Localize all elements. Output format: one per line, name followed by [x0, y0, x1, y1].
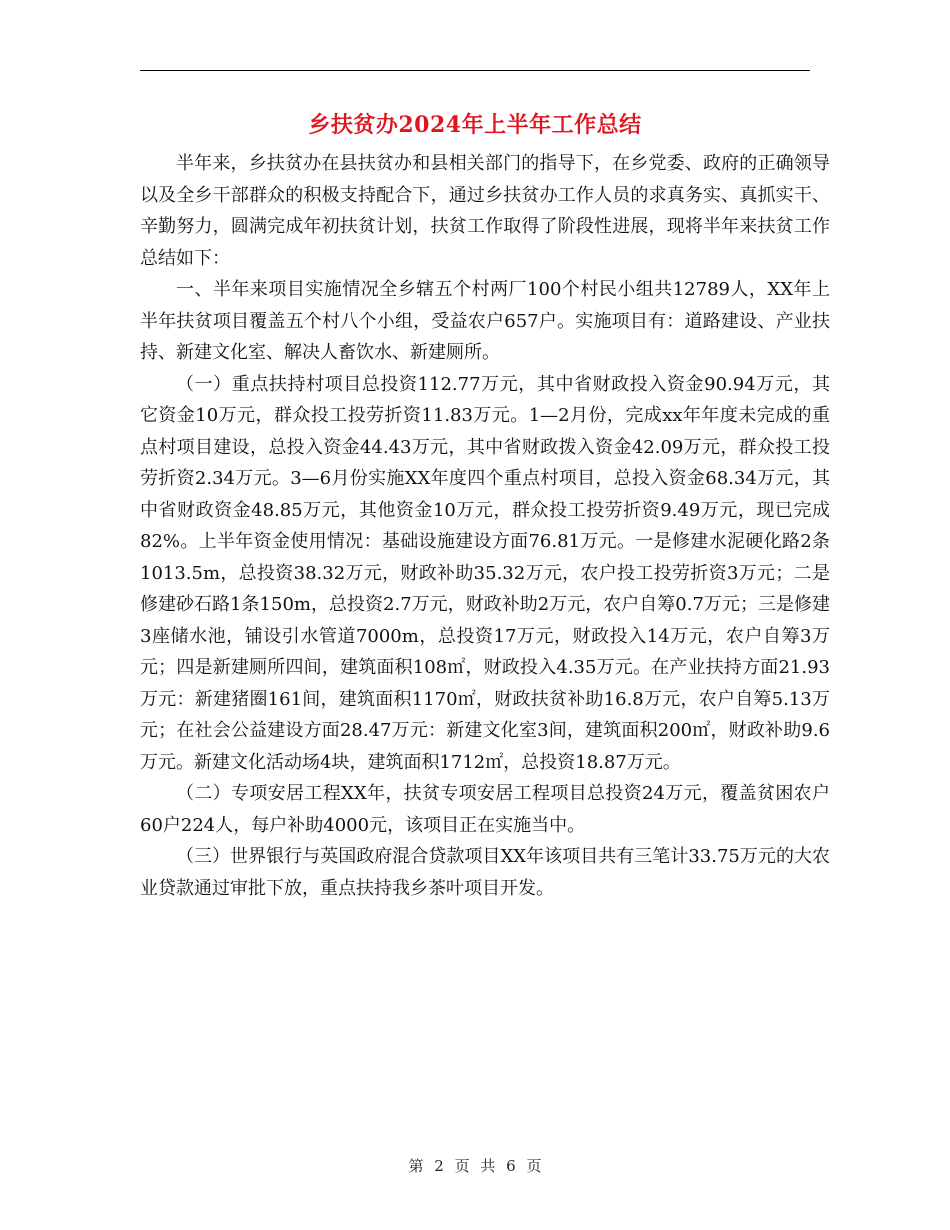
document-title: 乡扶贫办2024年上半年工作总结: [308, 112, 642, 138]
page-number-footer: 第 2 页 共 6 页: [408, 1157, 542, 1175]
header-rule: [140, 70, 810, 71]
document-body: [140, 148, 830, 904]
paragraph-subsection-1: （一）重点扶持村项目总投资112.77万元，其中省财政投入资金90.94万元，其它资金10万元，群众投工投劳折资11.83万元。1—2月份，完成xx年年度未完成的重点村项目建设，总投入资金44.43万元，其中省财政拨入资金42.09万元，群众投工投劳折资2.34万元。3—6月份实施XX年度四个重点村项目，总投入资金68.34万元，其中省财政资金48.85万元，其他资金10万元，群众投工投劳折资9.49万元，现已完成82%。上半年资金使用情况：基础设施建设方面76.81万元。一是修建水泥硬化路2条1013.5m，总投资38.32万元，财政补助35.32万元，农户投工投劳折资3万元；二是修建砂石路1条150m，总投资2.7万元，财政补助2万元，农户自筹0.7万元；三是修建3座储水池，铺设引水管道7000m，总投资17万元，财政投入14万元，农户自筹3万元；四是新建厕所四间，建筑面积108㎡，财政投入4.35万元。在产业扶持方面21.93万元：新建猪圈161间，建筑面积1170㎡，财政扶贫补助16.8万元，农户自筹5.13万元；在社会公益建设方面28.47万元：新建文化室3间，建筑面积200㎡，财政补助9.6万元。新建文化活动场4块，建筑面积1712㎡，总投资18.87万元。: [140, 373, 830, 773]
paragraph-section-1: 一、半年来项目实施情况全乡辖五个村两厂100个村民小组共12789人，XX年上半年扶贫项目覆盖五个村八个小组，受益农户657户。实施项目有：道路建设、产业扶持、新建文化室、解决人畜饮水、新建厕所。: [140, 279, 830, 363]
paragraph-subsection-3: （三）世界银行与英国政府混合贷款项目XX年该项目共有三笔计33.75万元的大农业贷款通过审批下放，重点扶持我乡茶叶项目开发。: [140, 846, 830, 899]
paragraph-intro: 半年来，乡扶贫办在县扶贫办和县相关部门的指导下，在乡党委、政府的正确领导以及全乡干部群众的积极支持配合下，通过乡扶贫办工作人员的求真务实、真抓实干、辛勤努力，圆满完成年初扶贫计划，扶贫工作取得了阶段性进展，现将半年来扶贫工作总结如下：: [140, 153, 830, 269]
paragraph-subsection-2: （二）专项安居工程XX年，扶贫专项安居工程项目总投资24万元，覆盖贫困农户60户224人，每户补助4000元，该项目正在实施当中。: [140, 783, 830, 836]
